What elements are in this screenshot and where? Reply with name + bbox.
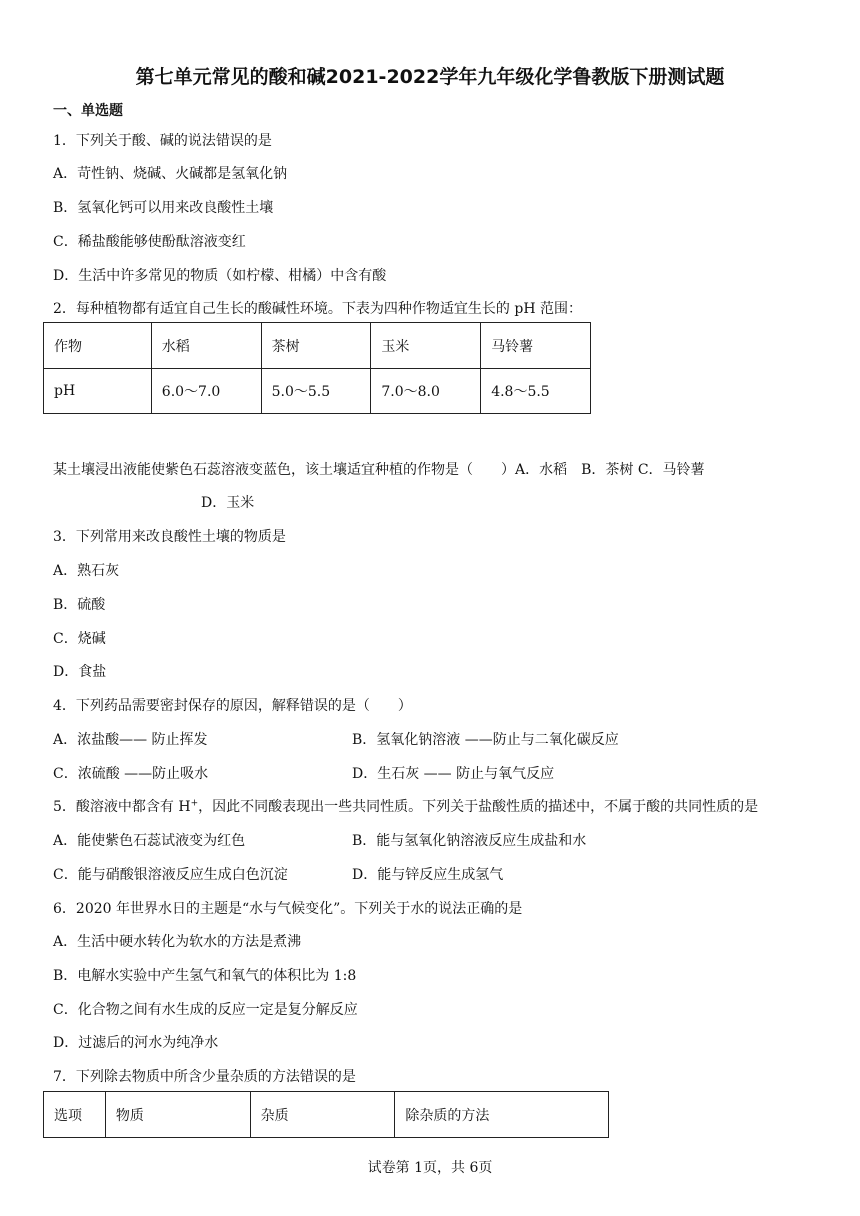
question-1-option-c: C．稀盐酸能够使酚酞溶液变红 <box>53 234 246 250</box>
question-2-stem: 2．每种植物都有适宜自己生长的酸碱性环境。下表为四种作物适宜生长的 pH 范围： <box>53 301 582 317</box>
question-6-stem: 6．2020 年世界水日的主题是“水与气候变化”。下列关于水的说法正确的是 <box>53 901 523 917</box>
table-row <box>44 369 591 414</box>
table-cell: 5.0～5.5 <box>261 369 371 414</box>
page-title: 第七单元常见的酸和碱2021-2022学年九年级化学鲁教版下册测试题 <box>135 66 725 88</box>
question-4-option-d: D．生石灰 —— 防止与氧气反应 <box>352 766 555 782</box>
ph-range-table <box>43 322 591 414</box>
question-5-stem <box>53 796 758 816</box>
question-5-option-b: B．能与氢氧化钠溶液反应生成盐和水 <box>352 833 587 849</box>
question-2-prompt: 某土壤浸出液能使紫色石蕊溶液变蓝色，该土壤适宜种植的作物是（ ）A．水稻 B．茶树 C．马铃薯 <box>53 462 705 478</box>
table-cell: 玉米 <box>371 323 481 369</box>
table-cell: 物质 <box>105 1092 250 1138</box>
table-cell: pH <box>44 369 152 414</box>
table-row <box>44 323 591 369</box>
question-5-stem-start: 5．酸溶液中都含有 H <box>53 799 191 815</box>
table-row <box>44 1092 609 1138</box>
superscript-plus: + <box>190 798 199 809</box>
table-cell: 作物 <box>44 323 152 369</box>
question-4-stem: 4．下列药品需要密封保存的原因，解释错误的是（ ） <box>53 698 412 714</box>
question-7-stem: 7．下列除去物质中所含少量杂质的方法错误的是 <box>53 1069 356 1085</box>
question-5-option-c: C．能与硝酸银溶液反应生成白色沉淀 <box>53 867 288 883</box>
page-footer: 试卷第 1页，共 6页 <box>367 1160 493 1176</box>
table-cell: 选项 <box>44 1092 106 1138</box>
question-6-option-c: C．化合物之间有水生成的反应一定是复分解反应 <box>53 1002 358 1018</box>
question-2-option-d: D．玉米 <box>201 495 255 511</box>
question-6-option-b: B．电解水实验中产生氢气和氧气的体积比为 1:8 <box>53 968 357 984</box>
table-cell: 除杂质的方法 <box>395 1092 609 1138</box>
table-cell: 马铃薯 <box>481 323 591 369</box>
question-4-option-c: C．浓硫酸 ——防止吸水 <box>53 766 209 782</box>
question-1-stem: 1．下列关于酸、碱的说法错误的是 <box>53 133 272 149</box>
question-3-stem: 3．下列常用来改良酸性土壤的物质是 <box>53 529 286 545</box>
table-cell: 水稻 <box>151 323 261 369</box>
question-1-option-b: B．氢氧化钙可以用来改良酸性土壤 <box>53 200 274 216</box>
section-heading: 一、单选题 <box>53 103 123 119</box>
question-6-option-d: D．过滤后的河水为纯净水 <box>53 1035 219 1051</box>
question-4-option-a: A．浓盐酸—— 防止挥发 <box>53 732 208 748</box>
question-5-stem-end: ，因此不同酸表现出一些共同性质。下列关于盐酸性质的描述中，不属于酸的共同性质的是 <box>198 799 759 815</box>
question-5-option-a: A．能使紫色石蕊试液变为红色 <box>53 833 246 849</box>
table-cell: 杂质 <box>250 1092 395 1138</box>
table-cell: 茶树 <box>261 323 371 369</box>
question-5-option-d: D．能与锌反应生成氢气 <box>352 867 504 883</box>
table-cell: 4.8～5.5 <box>481 369 591 414</box>
question-3-option-d: D．食盐 <box>53 664 107 680</box>
table-cell: 6.0～7.0 <box>151 369 261 414</box>
question-3-option-a: A．熟石灰 <box>53 563 120 579</box>
question-1-option-d: D．生活中许多常见的物质（如柠檬、柑橘）中含有酸 <box>53 268 387 284</box>
question-4-option-b: B．氢氧化钠溶液 ——防止与二氧化碳反应 <box>352 732 619 748</box>
question-6-option-a: A．生活中硬水转化为软水的方法是煮沸 <box>53 934 302 950</box>
table-cell: 7.0～8.0 <box>371 369 481 414</box>
question-3-option-c: C．烧碱 <box>53 631 106 647</box>
question-3-option-b: B．硫酸 <box>53 597 106 613</box>
question-1-option-a: A．苛性钠、烧碱、火碱都是氢氧化钠 <box>53 166 288 182</box>
impurity-table <box>43 1091 609 1138</box>
